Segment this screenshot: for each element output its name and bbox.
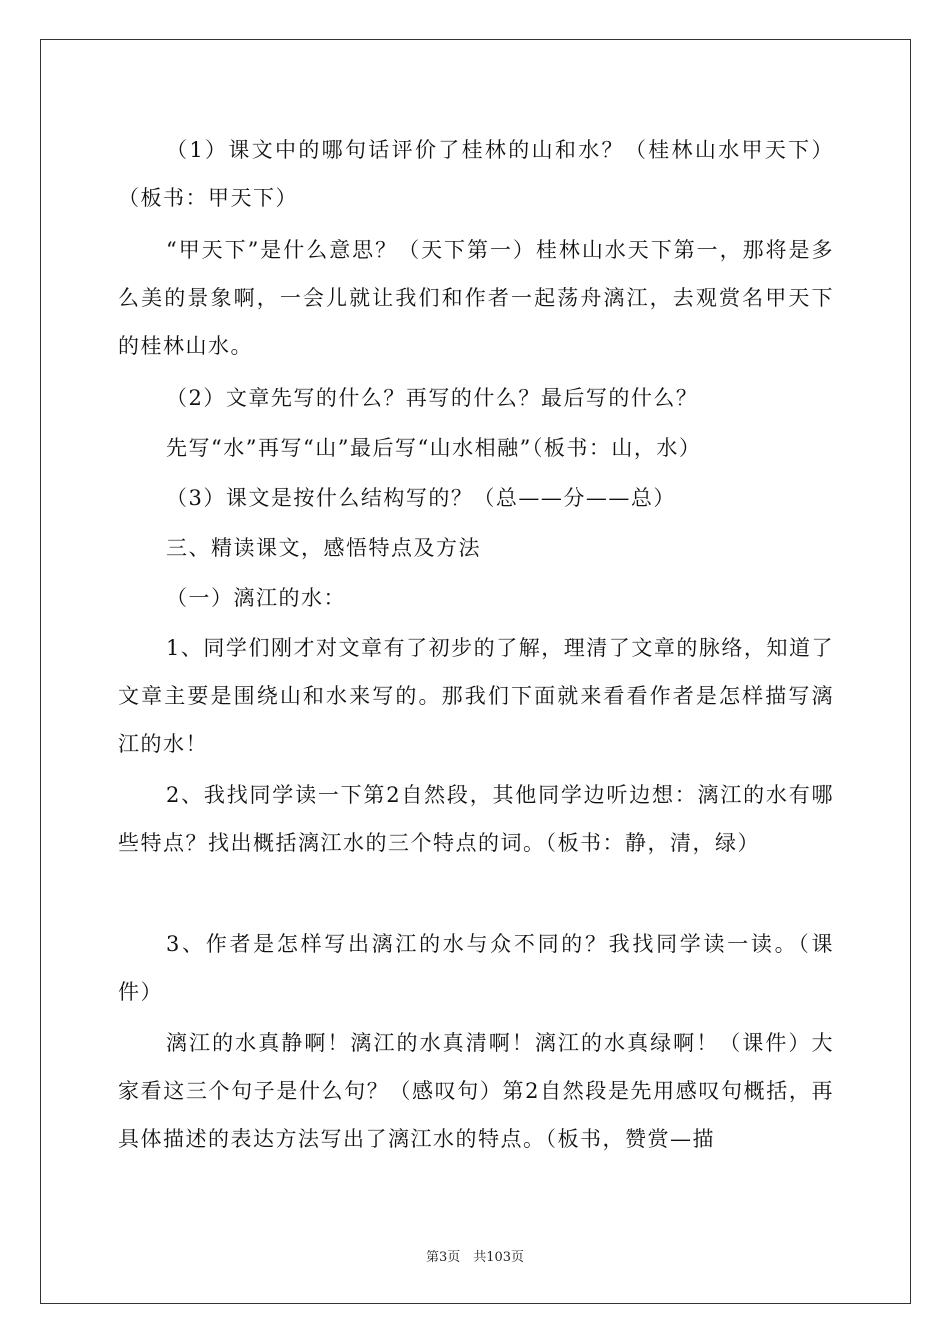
paragraph-2: “甲天下”是什么意思？（天下第一）桂林山水天下第一，那将是多么美的景象啊，一会儿就让我们和作者一起荡舟漓江，去观赏名甲天下的桂林山水。 xyxy=(118,238,834,358)
paragraph-item-4: 漓江的水真静啊！漓江的水真清啊！漓江的水真绿啊！（课件）大家看这三个句子是什么句？（感叹句）第2自然段是先用感叹句概括，再具体描述的表达方法写出了漓江水的特点。（板书，赞赏—描 xyxy=(118,1031,834,1151)
subsection-heading: （一）漓江的水： xyxy=(166,586,346,610)
paragraph-4: 先写“水”再写“山”最后写“山水相融”（板书：山，水） xyxy=(166,436,702,460)
section-heading: 三、精读课文，感悟特点及方法 xyxy=(166,536,481,560)
paragraph-item-2: 2、我找同学读一下第2自然段，其他同学边听边想：漓江的水有哪些特点？找出概括漓江水的三个特点的词。（板书：静，清，绿） xyxy=(118,783,834,855)
paragraph-5: （3）课文是按什么结构写的？（总——分——总） xyxy=(166,486,676,510)
paragraph-item-1: 1、同学们刚才对文章有了初步的了解，理清了文章的脉络，知道了文章主要是围绕山和水来写的。那我们下面就来看看作者是怎样描写漓江的水！ xyxy=(118,636,834,756)
paragraph-item-3: 3、作者是怎样写出漓江的水与众不同的？我找同学读一读。（课件） xyxy=(118,932,834,1004)
page-number-footer: 第3页 共103页 xyxy=(425,1250,525,1265)
paragraph-3: （2）文章先写的什么？再写的什么？最后写的什么？ xyxy=(166,386,699,410)
paragraph-1: （1）课文中的哪句话评价了桂林的山和水？（桂林山水甲天下）（板书：甲天下） xyxy=(118,138,834,210)
